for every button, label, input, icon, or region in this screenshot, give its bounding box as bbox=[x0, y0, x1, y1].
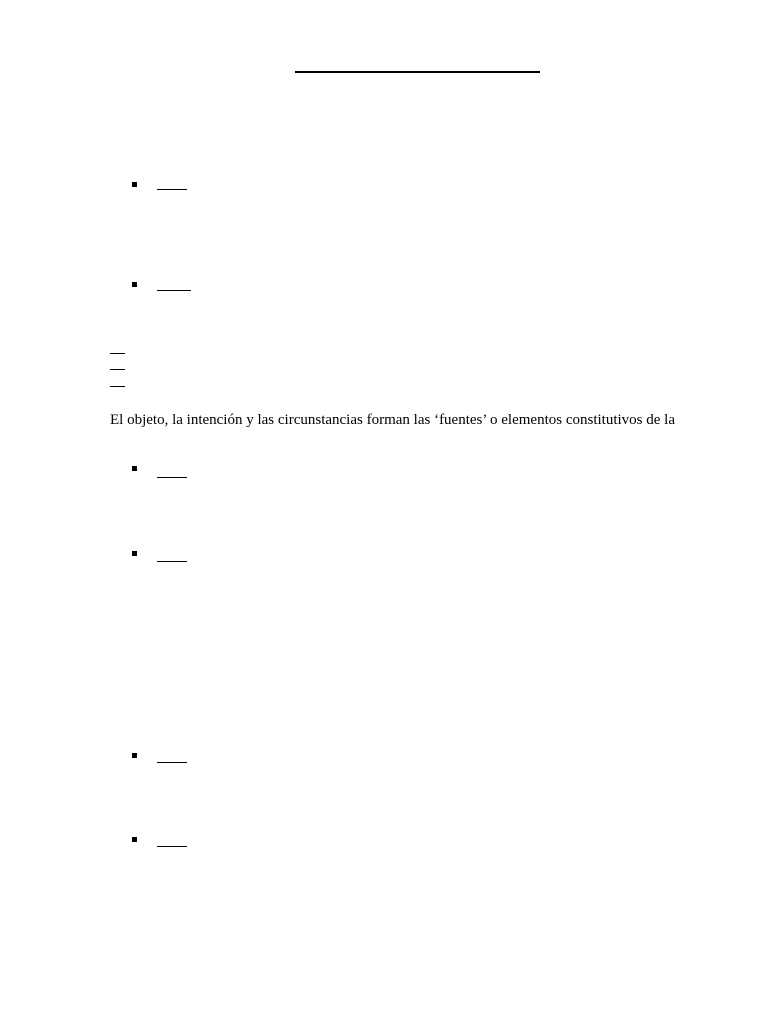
bullet-marker bbox=[132, 551, 137, 556]
bullet-underline bbox=[157, 189, 187, 190]
short-rule bbox=[110, 353, 125, 354]
bullet-underline bbox=[157, 846, 187, 847]
bullet-underline bbox=[157, 561, 187, 562]
bullet-marker bbox=[132, 837, 137, 842]
bullet-marker bbox=[132, 282, 137, 287]
bullet-underline bbox=[157, 290, 191, 291]
short-rule bbox=[110, 386, 125, 387]
bullet-underline bbox=[157, 477, 187, 478]
bullet-marker bbox=[132, 753, 137, 758]
bullet-marker bbox=[132, 182, 137, 187]
bullet-marker bbox=[132, 466, 137, 471]
paragraph-text: El objeto, la intención y las circunstancias forman las ‘fuentes’ o elementos constitutivos de la bbox=[110, 412, 675, 428]
bullet-underline bbox=[157, 762, 187, 763]
short-rule bbox=[110, 369, 125, 370]
title-underline bbox=[295, 71, 540, 73]
